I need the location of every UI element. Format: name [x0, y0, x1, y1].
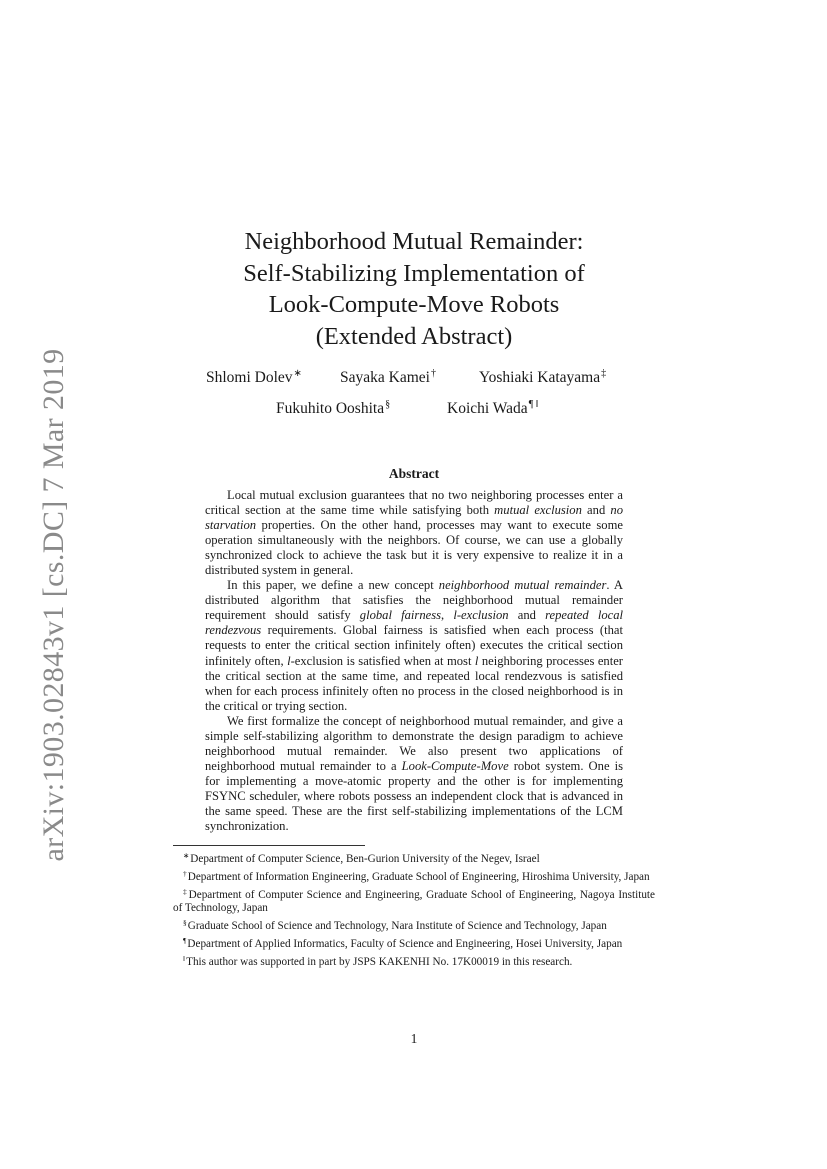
footnote [173, 916, 655, 933]
paper-title [173, 226, 655, 352]
title-line: Self-Stabilizing Implementation of [243, 259, 585, 287]
footnote-mark: ‖ [183, 953, 186, 963]
author-name: Fukuhito Ooshita [276, 400, 385, 417]
footnote-mark: § [183, 918, 187, 928]
author-mark: ∗ [293, 368, 302, 379]
footnote-text: Department of Applied Informatics, Faculty of Science and Engineering, Hosei University, Japan [187, 938, 623, 951]
author-name: Koichi Wada [447, 400, 528, 417]
page-number: 1 [410, 1031, 418, 1046]
footnote-divider [173, 845, 365, 846]
author-mark: ¶ ‖ [528, 399, 539, 410]
footnote [173, 849, 655, 866]
author [340, 368, 436, 387]
author-name: Sayaka Kamei [340, 369, 430, 386]
author-row [173, 399, 655, 430]
footnote-text: Department of Computer Science, Ben-Gurion University of the Negev, Israel [190, 853, 540, 865]
author [276, 399, 390, 418]
footnote-text: Department of Information Engineering, Graduate School of Engineering, Hiroshima University, Japan [187, 870, 650, 883]
footnote [173, 934, 655, 951]
abstract-paragraph: We first formalize the concept of neighborhood mutual remainder, and give a simple self-stabilizing algorithm to demonstrate the design paradigm to achieve neighborhood mutual remainder. We also present two applications of neighborhood mutual remainder to a Look-Compute-Move robot system. One is for implementing a move-atomic property and the other is for implementing FSYNC scheduler, where robots possess an independent clock that is advanced in the same speed. These are the first self-stabilizing implementations of the LCM synchronization. [205, 713, 623, 834]
footnote-text: Graduate School of Science and Technology, Nara Institute of Science and Technology, Japan [187, 920, 607, 933]
footnote-mark: ∗ [183, 851, 190, 860]
abstract-body [205, 488, 623, 834]
author [206, 368, 302, 387]
author-row [173, 368, 655, 399]
author-list [173, 368, 655, 430]
arxiv-identifier: arXiv:1903.02843v1 [cs.DC] 7 Mar 2019 [37, 348, 70, 862]
author-mark: § [385, 399, 391, 410]
author-mark: ‡ [601, 368, 607, 379]
title-line: Look-Compute-Move Robots [268, 291, 560, 318]
title-line: Neighborhood Mutual Remainder: [244, 228, 584, 255]
abstract-heading: Abstract [388, 466, 440, 481]
footnote-text: Department of Computer Science and Engineering, Graduate School of Engineering, Nagoya Institute of Technology, Japan [173, 888, 655, 915]
author [447, 399, 539, 418]
abstract-paragraph: Local mutual exclusion guarantees that no two neighboring processes enter a critical section at the same time while satisfying both mutual exclusion and no starvation properties. On the other hand, processes may want to execute some operation simultaneously with the neighbors. Of course, we can use a globally synchronized clock to achieve the task but it is very expensive to realize it in a distributed system in general. [205, 488, 623, 578]
footnote-mark: ‡ [183, 886, 188, 896]
footnote [173, 885, 655, 916]
footnote [173, 952, 655, 969]
footnote-mark: † [183, 868, 187, 878]
author [479, 368, 606, 387]
footnotes [173, 849, 655, 970]
title-line: (Extended Abstract) [315, 322, 513, 350]
footnote-text: This author was supported in part by JSPS KAKENHI No. 17K00019 in this research. [186, 955, 573, 968]
footnote-mark: ¶ [183, 936, 187, 946]
author-name: Yoshiaki Katayama [479, 369, 601, 386]
footnote [173, 867, 655, 884]
author-mark: † [430, 368, 436, 379]
abstract-paragraph: In this paper, we define a new concept neighborhood mutual remainder. A distributed algorithm that satisfies the neighborhood mutual remainder requirement should satisfy global fairness, l-exclusion and repeated local rendezvous requirements. Global fairness is satisfied when each process (that requests to enter the critical section infinitely often) executes the critical section infinitely often, l-exclusion is satisfied when at most l neighboring processes enter the critical section at the same time, and repeated local rendezvous is satisfied when for each process infinitely often no process in the closed neighborhood is in the critical or trying section. [205, 578, 624, 713]
author-name: Shlomi Dolev [206, 369, 293, 386]
